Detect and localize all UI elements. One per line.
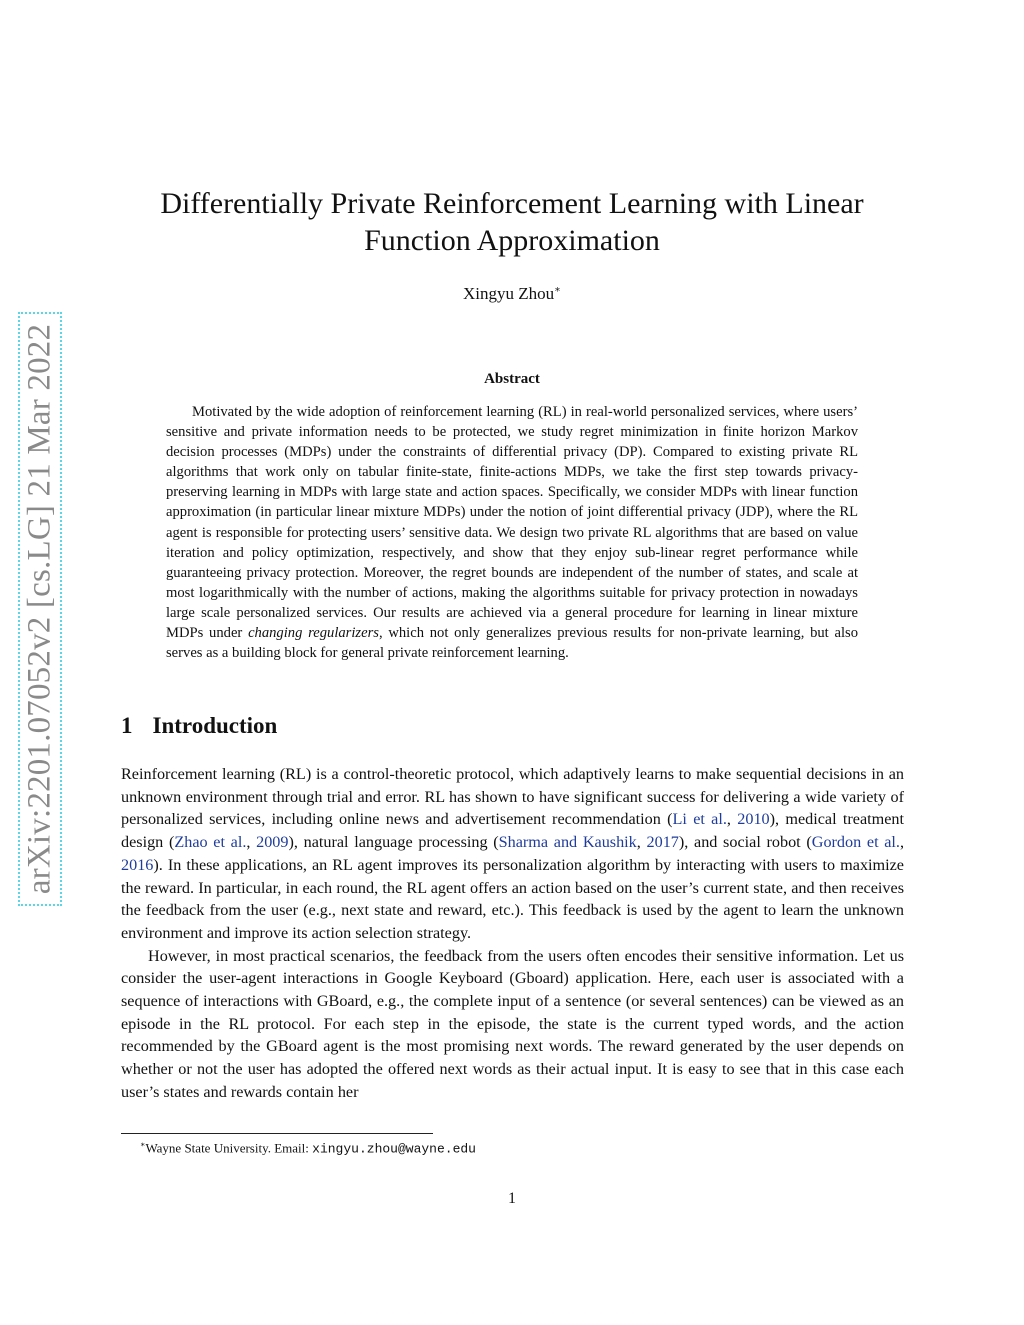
section-heading [121, 713, 277, 739]
citation-link[interactable] [673, 810, 727, 828]
author-email[interactable]: xingyu.zhou@wayne.edu [312, 1141, 476, 1157]
arxiv-stamp [18, 312, 62, 906]
citation-author: Sharma and Kaushik [498, 833, 637, 852]
citation-link[interactable] [499, 833, 637, 851]
abstract-body-end: , which not only generalizes previous results for non-private learning, but also serves as a building block for general private reinforcement learning. [166, 625, 859, 662]
footnote-divider [121, 1133, 433, 1134]
citation-year: 2017 [646, 833, 679, 852]
paragraph: However, in most practical scenarios, the feedback from the users often encodes their sensitive information. Let us consider the user-agent interactions in Google Keyboard (Gboard) application. Here, each user is associated with a sequence of interactions with GBoard, e.g., the complete input of a sentence (or several sentences) can be viewed as an episode in the RL protocol. For each step in the episode, the state is the current typed words, and the action recommended by the GBoard agent is the most promising next words. The reward generated by the user depends on whether or not the user has adopted the offered next words as their actual input. It is easy to see that in this case each user’s states and rewards contain her [121, 946, 904, 1101]
citation-year: 2010 [737, 810, 770, 829]
citation-author: Gordon et al. [811, 833, 900, 852]
footnote [140, 1140, 476, 1156]
abstract-text [166, 402, 858, 663]
citation-year-link[interactable] [256, 833, 288, 851]
citation-year-link[interactable] [737, 810, 769, 828]
page-number: 1 [508, 1190, 516, 1207]
paragraph-text: ). In these applications, an RL agent improves its personalization algorithm by interacting with users to maximize the reward. In particular, in each round, the RL agent offers an action based on the user’s current state, and then receives the feedback from the user (e.g., next state and reward, etc.). This feedback is used by the agent to learn the unknown environment and improve its action selection strategy. [121, 855, 904, 942]
citation-year-link[interactable] [121, 856, 153, 874]
citation-link[interactable] [174, 833, 246, 851]
footnote-mark: ∗ [140, 1140, 146, 1149]
citation-year: 2009 [256, 833, 289, 852]
abstract-italic-term: changing regularizers [248, 625, 379, 642]
footnote-text: Wayne State University. Email: [145, 1140, 313, 1156]
citation-author: Li et al. [672, 810, 727, 829]
paragraph-text: ), and social robot ( [678, 833, 812, 852]
paper-title: Differentially Private Reinforcement Learning with Linear Function Approximation [160, 187, 864, 257]
abstract-body: Motivated by the wide adoption of reinforcement learning (RL) in real-world personalized services, where users’ sensitive and private information needs to be protected, we study regret minimization in finite horizon Markov decision processes (MDPs) under the constraints of differential privacy (DP). Compared to existing private RL algorithms that work only on tabular finite-state, finite-actions MDPs, we take the first step towards privacy-preserving learning in MDPs with large state and action spaces. Specifically, we consider MDPs with linear function approximation (in particular linear mixture MDPs) under the notion of joint differential privacy (JDP), where the RL agent is responsible for protecting users’ sensitive data. We design two private RL algorithms that are based on value iteration and policy optimization, respectively, and show that they enjoy sub-linear regret performance while guaranteeing privacy protection. Moreover, the regret bounds are independent of the number of states, and scale at most logarithmically with the number of actions, making the algorithms suitable for privacy protection in nowadays large scale personalized services. Our results are achieved via a general procedure for learning in linear mixture MDPs under [166, 404, 858, 642]
section-title: Introduction [152, 713, 278, 738]
section-number: 1 [121, 713, 133, 738]
arxiv-stamp-text: arXiv:2201.07052v2 [cs.LG] 21 Mar 2022 [21, 323, 58, 895]
citation-year-link[interactable] [647, 833, 679, 851]
introduction-body [121, 763, 904, 1104]
citation-author: Zhao et al. [174, 833, 247, 852]
citation-link[interactable] [812, 833, 900, 851]
abstract-heading: Abstract [484, 371, 540, 387]
paragraph: Reinforcement learning (RL) is a control-theoretic protocol, which adaptively learns to make sequential decisions in an unknown environment through trial and error. RL has shown to have significant success for delivering a wide variety of personalized services, including online news and advertisement recommendation (Li et al., 2010), medical treatment design (Zhao et al., 2009), natural language processing (Sharma and Kaushik, 2017), and social robot (Gordon et al., 2016). In these applications, an RL agent improves its personalization algorithm by interacting with users to maximize the reward. In particular, in each round, the RL agent offers an action based on the user’s current state, and then receives the feedback from the user (e.g., next state and reward, etc.). This feedback is used by the agent to learn the unknown environment and improve its action selection strategy. [121, 765, 905, 942]
author-line [0, 284, 1024, 304]
paragraph-text: Reinforcement learning (RL) is a control-theoretic protocol, which adaptively learns to make sequential decisions in an unknown environment through trial and error. RL has shown to have significant success for delivering a wide variety of personalized services, including online news and advertisement recommendation ( [121, 765, 904, 829]
citation-year: 2016 [121, 855, 154, 874]
paragraph-text: ), medical treatment design ( [121, 810, 905, 852]
paragraph-text: ), natural language processing ( [288, 833, 499, 852]
author-footnote-mark: ∗ [554, 284, 561, 296]
author-name: Xingyu Zhou [463, 284, 555, 303]
